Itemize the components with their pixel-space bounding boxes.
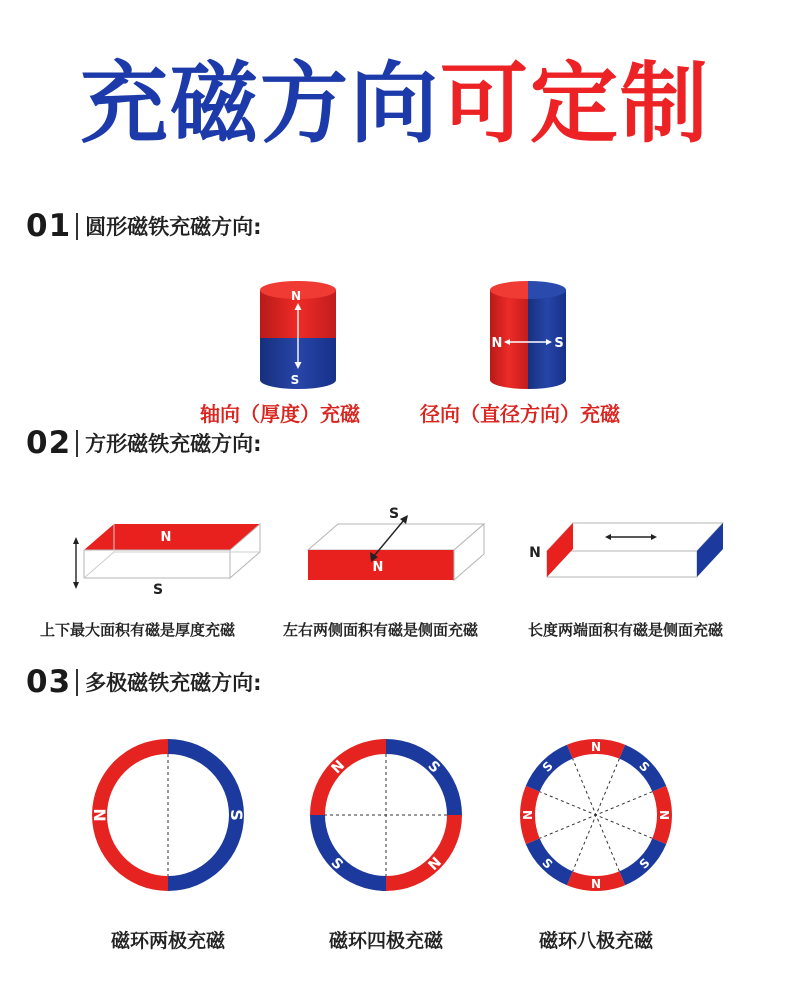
ring-segment-n xyxy=(310,739,386,815)
pole-label-s: S xyxy=(554,336,564,351)
pole-label-n: N xyxy=(328,757,349,778)
section-divider xyxy=(76,669,78,696)
caption-axial: 轴向（厚度）充磁 xyxy=(200,402,360,426)
caption-ring-four-pole: 磁环四极充磁 xyxy=(328,930,443,952)
pole-label-s: S xyxy=(539,855,556,872)
ring-segment-s xyxy=(310,815,386,891)
title-part-red: 可定制 xyxy=(440,52,711,155)
pole-label-s: S xyxy=(388,506,400,522)
section-divider xyxy=(76,430,78,457)
section-label: 多极磁铁充磁方向: xyxy=(85,671,262,695)
ring-four-pole-diagram xyxy=(308,737,464,893)
block-side-diagram xyxy=(300,500,500,590)
pole-label-n: N xyxy=(290,289,302,303)
pole-label-n: N xyxy=(90,808,110,822)
section-label: 圆形磁铁充磁方向: xyxy=(85,215,262,239)
block-length-diagram xyxy=(525,515,730,585)
caption-radial: 径向（直径方向）充磁 xyxy=(420,402,620,426)
section-03-heading xyxy=(26,664,262,700)
block-thickness-diagram xyxy=(70,520,270,600)
caption-ring-eight-pole: 磁环八极充磁 xyxy=(538,930,653,952)
pole-label-n: N xyxy=(657,809,672,821)
ring-segment-n xyxy=(386,815,462,891)
ring-two-pole-diagram xyxy=(90,737,246,893)
ring-eight-pole-diagram xyxy=(518,737,674,893)
pole-label-n: N xyxy=(491,336,503,351)
pole-label-s: S xyxy=(636,855,653,872)
page-title xyxy=(0,52,790,156)
section-01-heading xyxy=(26,208,262,244)
section-divider xyxy=(76,213,78,240)
pole-label-s: S xyxy=(636,758,653,775)
section-label: 方形磁铁充磁方向: xyxy=(85,432,262,456)
title-part-blue: 充磁方向 xyxy=(79,52,440,155)
ring-segment-s xyxy=(386,739,462,815)
pole-label-n: N xyxy=(372,560,384,575)
caption-ring-two-pole: 磁环两极充磁 xyxy=(110,930,225,952)
pole-label-n: N xyxy=(520,809,535,821)
pole-label-s: S xyxy=(539,758,556,775)
pole-label-s: S xyxy=(290,373,300,387)
section-number: 03 xyxy=(26,664,72,700)
pole-label-s: S xyxy=(152,582,164,598)
pole-label-n: N xyxy=(529,545,541,561)
pole-label-n: N xyxy=(590,876,602,891)
pole-label-s: S xyxy=(424,758,443,777)
caption-side: 左右两侧面积有磁是侧面充磁 xyxy=(283,621,479,639)
pole-label-n: N xyxy=(425,854,445,874)
cylinder-axial-labels xyxy=(258,280,338,392)
pole-label-n: N xyxy=(160,530,172,545)
section-number: 02 xyxy=(26,425,72,461)
section-number: 01 xyxy=(26,208,72,244)
cylinder-radial-diagram xyxy=(488,280,568,392)
caption-thickness: 上下最大面积有磁是厚度充磁 xyxy=(40,621,236,639)
pole-label-s: S xyxy=(226,809,246,821)
section-02-heading xyxy=(26,425,262,461)
pole-label-s: S xyxy=(327,854,347,874)
pole-label-n: N xyxy=(590,739,602,754)
caption-length: 长度两端面积有磁是侧面充磁 xyxy=(528,621,724,639)
